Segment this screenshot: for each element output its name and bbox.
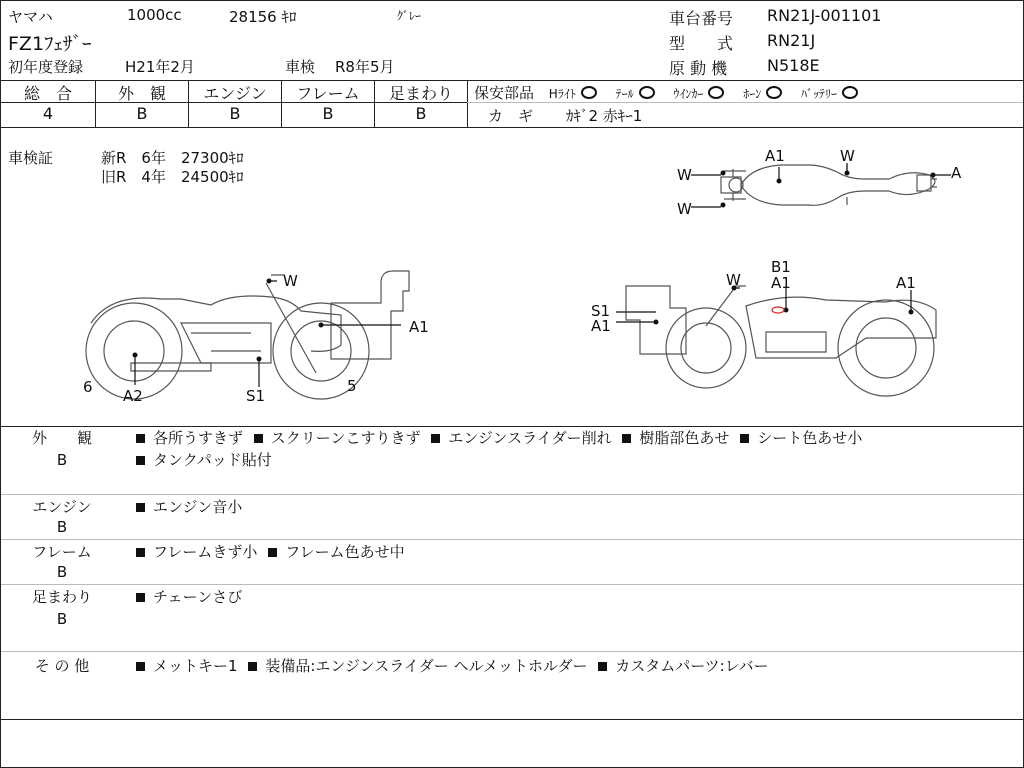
remark-item: カスタムパーツ:レバー [615,657,769,675]
bullet-square-icon [136,456,145,465]
cert-old-r: 旧R 4年 24500ｷﾛ [101,168,244,186]
grade-exterior-label: 外 観 [117,84,166,103]
inspection-label: 車検 [285,58,316,76]
grade-frame-label: フレーム [296,84,360,103]
bullet-square-icon [431,434,440,443]
type-label: 型 式 [669,34,734,53]
grade-total-label: 総 合 [23,84,72,103]
section-label: エンジン [32,498,92,516]
type-value: RN21J [767,31,816,50]
bullet-square-icon [598,662,607,671]
diagram-label: W [677,200,692,218]
diagram-label: A1 [896,274,916,292]
section-label: フレーム [32,543,92,561]
divider [1,584,1023,585]
tail-label: ﾃｰﾙ [615,87,634,101]
remark-section-frame [1,541,1023,583]
bullet-square-icon [136,434,145,443]
right-side-diagram [586,256,946,386]
diagram-label: S1 [246,387,266,405]
first-registration-label: 初年度登録 [8,58,84,76]
diagram-label: W [283,272,298,290]
horn-label: ﾎｰﾝ [743,87,762,101]
remark-item: メットキー1 [153,657,238,675]
key-label: カ ギ [488,107,534,125]
remark-item: フレーム色あせ中 [285,543,405,561]
divider [1,539,1023,540]
bullet-square-icon [136,662,145,671]
color: ｸﾞﾚｰ [397,9,422,23]
grade-suspension-value: B [415,104,427,123]
remark-item: チェーンさび [153,588,243,606]
divider [467,80,468,127]
ok-circle-icon [708,86,724,99]
diagram-label: 5 [347,377,357,395]
section-label: そ の 他 [34,657,90,675]
ok-circle-icon [842,86,858,99]
diagram-label: A1 [591,317,611,335]
diagram-label: A1 [765,147,785,165]
bullet-square-icon [136,548,145,557]
bullet-square-icon [248,662,257,671]
remark-item: シート色あせ小 [757,429,863,447]
section-grade: B [56,518,68,536]
headlight-label: Hﾗｲﾄ [548,87,576,101]
grade-engine-label: エンジン [203,84,267,103]
section-label: 外 観 [31,429,92,447]
grade-suspension-label: 足まわり [388,84,453,103]
remark-section-exterior [1,427,1023,493]
remark-item: 樹脂部色あせ [639,429,730,447]
ok-circle-icon [639,86,655,99]
diagram-label: W [677,166,692,184]
section-grade: B [56,563,68,581]
divider [1,127,1023,128]
mileage: 28156 ｷﾛ [229,8,297,26]
remark-section-other [1,655,1023,715]
displacement: 1000cc [127,6,182,24]
remark-section-suspension [1,586,1023,646]
bullet-square-icon [268,548,277,557]
safety-parts-label: 保安部品 [474,84,535,102]
diagram-label: S1 [591,302,611,320]
engine-model-label: 原 動 機 [669,59,728,78]
section-grade: B [56,610,68,628]
frame-number-value: RN21J-001101 [767,6,882,25]
grade-engine-value: B [229,104,241,123]
first-registration-value: H21年2月 [125,58,195,76]
top-view-diagram [661,141,981,221]
diagram-label: A [951,164,962,182]
remark-item: フレームきず小 [153,543,258,561]
bullet-square-icon [740,434,749,443]
ok-circle-icon [766,86,782,99]
diagram-label: A1 [771,274,791,292]
diagram-label: A2 [123,387,143,405]
inspection-value: R8年5月 [335,58,395,76]
diagram-label: 6 [83,378,93,396]
cert-label: 車検証 [8,149,54,167]
left-side-diagram [71,263,451,411]
bullet-square-icon [136,503,145,512]
frame-number-label: 車台番号 [669,9,734,28]
section-label: 足まわり [31,588,92,606]
divider [1,494,1023,495]
diagram-label: B1 [771,258,791,276]
remark-section-engine [1,496,1023,538]
ok-circle-icon [581,86,597,99]
divider [1,719,1023,720]
key-value: ｶｷﾞ2 赤ｷｰ1 [566,107,643,125]
diagram-label: W [726,271,741,289]
bullet-square-icon [254,434,263,443]
engine-model-value: N518E [767,56,820,75]
bullet-square-icon [136,593,145,602]
diagram-label: W [840,147,855,165]
section-grade: B [56,451,68,469]
cert-new-r: 新R 6年 27300ｷﾛ [101,149,244,167]
grade-exterior-value: B [136,104,148,123]
remark-item: スクリーンこすりきず [270,429,421,447]
remark-item: タンクパッド貼付 [153,451,272,469]
bullet-square-icon [622,434,631,443]
grade-total-value: 4 [42,104,54,123]
winker-label: ｳｲﾝｶｰ [673,87,704,101]
model-name: FZ1ﾌｪｻﾞｰ [8,33,92,55]
remark-item: エンジン音小 [153,498,243,516]
grade-frame-value: B [322,104,334,123]
remark-item: 装備品:エンジンスライダー ヘルメットホルダー [265,657,588,675]
safety-parts-row [474,82,862,103]
divider [1,651,1023,652]
remark-item: 各所うすきず [153,429,244,447]
remark-item: エンジンスライダー削れ [448,429,612,447]
diagram-label: A1 [409,318,429,336]
battery-label: ﾊﾞｯﾃﾘｰ [801,87,838,101]
maker: ヤマハ [8,8,53,26]
